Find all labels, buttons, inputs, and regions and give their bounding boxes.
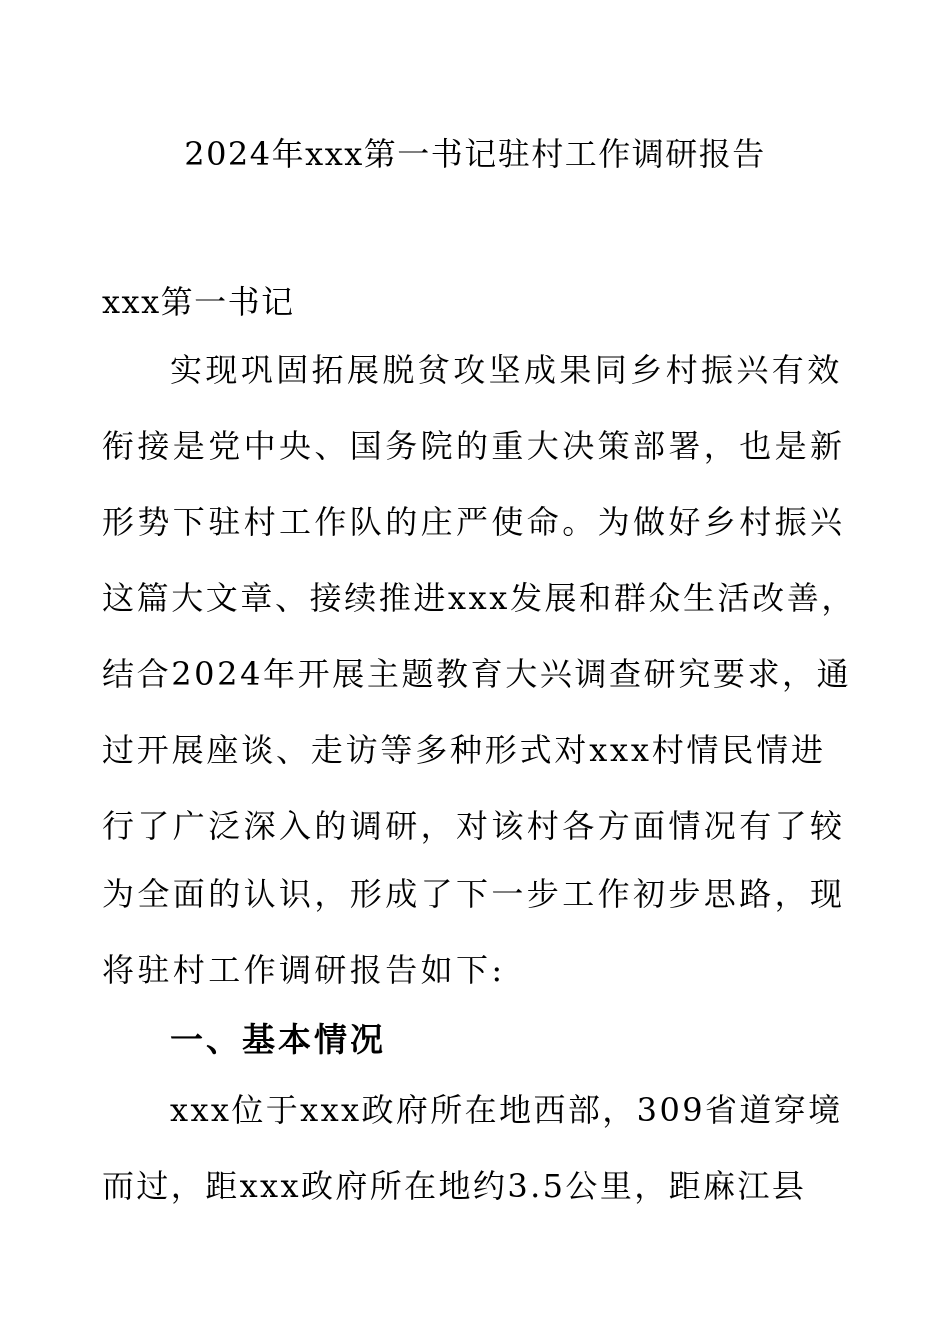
paragraph-line: 行了广泛深入的调研，对该村各方面情况有了较 (102, 807, 846, 845)
paragraph-line: xxx位于xxx政府所在地西部，309省道穿境 (170, 1091, 843, 1129)
paragraph-line: 实现巩固拓展脱贫攻坚成果同乡村振兴有效 (170, 351, 843, 389)
section-heading: 一、基本情况 (170, 1020, 386, 1059)
document-author: xxx第一书记 (102, 283, 295, 321)
paragraph-line: 这篇大文章、接续推进xxx发展和群众生活改善， (102, 579, 856, 617)
paragraph-line: 为全面的认识，形成了下一步工作初步思路，现 (102, 875, 846, 913)
paragraph-line: 结合2024年开展主题教育大兴调查研究要求，通 (102, 655, 852, 693)
document-title: 2024年xxx第一书记驻村工作调研报告 (184, 135, 766, 173)
paragraph-line: 形势下驻村工作队的庄严使命。为做好乡村振兴 (102, 503, 846, 541)
paragraph-line: 将驻村工作调研报告如下: (102, 951, 506, 989)
paragraph-line: 衔接是党中央、国务院的重大决策部署，也是新 (102, 427, 846, 465)
paragraph-line: 而过，距xxx政府所在地约3.5公里，距麻江县 (102, 1167, 807, 1205)
paragraph-line: 过开展座谈、走访等多种形式对xxx村情民情进 (102, 731, 826, 769)
